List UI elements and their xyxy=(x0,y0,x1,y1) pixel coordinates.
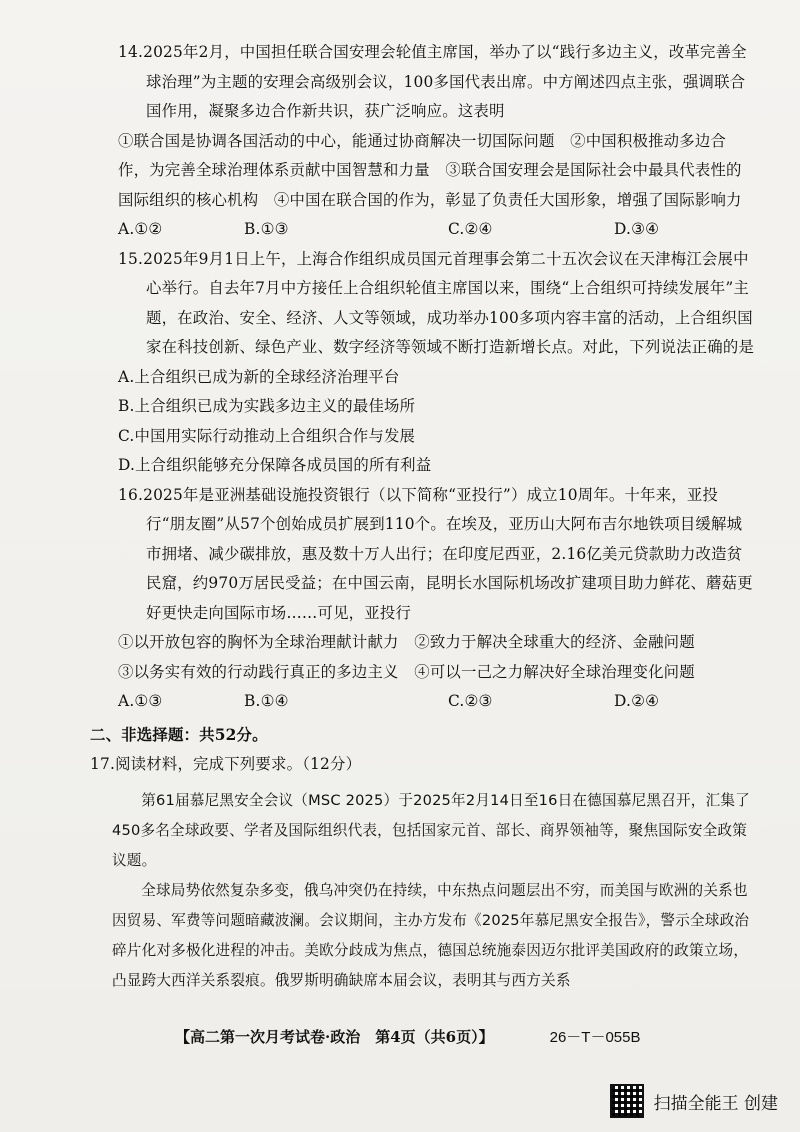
option-b: B.①④ xyxy=(244,692,289,710)
question-15-option-b: B.上合组织已成为实践多边主义的最佳场所 xyxy=(118,397,416,415)
question-14-stem: 14.2025年2月，中国担任联合国安理会轮值主席国，举办了以“践行多边主义，改革完善全球治理”为主题的安理会高级别会议，100多国代表出席。中方阐述四点主张，强调联合国作用，凝聚多边合作新共识，获广泛响应。这表明 xyxy=(118,43,747,120)
footer-title: 【高二第一次月考试卷·政治 第4页（共6页）】 xyxy=(175,1028,494,1046)
option-a: A.①③ xyxy=(118,692,163,710)
material-paragraph-1: 第61届慕尼黑安全会议（MSC 2025）于2025年2月14日至16日在德国慕尼黑召开，汇集了450多名全球政要、学者及国际组织代表，包括国家元首、部长、商界领袖等，聚焦国际安全政策议题。 xyxy=(112,791,750,869)
question-15-stem: 15.2025年9月1日上午，上海合作组织成员国元首理事会第二十五次会议在天津梅江会展中心举行。自去年7月中方接任上合组织轮值主席国以来，围绕“上合组织可持续发展年”主题，在政治、安全、经济、人文等领域，成功举办100多项内容丰富的活动，上合组织国家在科技创新、绿色产业、数字经济等领域不断打造新增长点。对此，下列说法正确的是 xyxy=(118,249,755,356)
paper-code: 26－T－055B xyxy=(549,1029,641,1046)
question-15-option-d: D.上合组织能够充分保障各成员国的所有利益 xyxy=(118,456,432,474)
question-15-option-c: C.中国用实际行动推动上合组织合作与发展 xyxy=(118,426,416,445)
watermark-text: 扫描全能王 创建 xyxy=(653,1093,778,1114)
option-b: B.①③ xyxy=(244,220,289,238)
question-16-options xyxy=(118,687,756,717)
section-2-title: 二、非选择题：共52分。 xyxy=(90,725,268,744)
question-14-statements: ①联合国是协调各国活动的中心，能通过协商解决一切国际问题 ②中国积极推动多边合作，为完善全球治理体系贡献中国智慧和力量 ③联合国安理会是国际社会中最具代表性的国际组织的核心机构 ④中国在联合国的作为，彰显了负责任大国形象，增强了国际影响力 xyxy=(118,131,742,209)
option-a: A.①② xyxy=(118,220,163,238)
question-14-options xyxy=(118,215,756,245)
question-16-statement-line-1: ①以开放包容的胸怀为全球治理献计献力 ②致力于解决全球重大的经济、金融问题 xyxy=(118,633,695,651)
option-c: C.②④ xyxy=(448,220,493,238)
question-16-stem: 16.2025年是亚洲基础设施投资银行（以下简称“亚投行”）成立10周年。十年来，亚投行“朋友圈”从57个创始成员扩展到110个。在埃及，亚历山大阿布吉尔地铁项目缓解城市拥堵、减少碳排放，惠及数十万人出行；在印度尼西亚，2.16亿美元贷款助力改造贫民窟，约970万居民受益；在中国云南，昆明长水国际机场改扩建项目助力鲜花、蘑菇更好更快走向国际市场……可见，亚投行 xyxy=(118,485,753,622)
question-15-option-a: A.上合组织已成为新的全球经济治理平台 xyxy=(118,367,400,386)
material-paragraph-2: 全球局势依然复杂多变，俄乌冲突仍在持续，中东热点问题层出不穷，而美国与欧洲的关系也因贸易、军费等问题暗藏波澜。会议期间，主办方发布《2025年慕尼黑安全报告》，警示全球政治碎片化对多极化进程的冲击。美欧分歧成为焦点，德国总统施泰因迈尔批评美国政府的政策立场，凸显跨大西洋关系裂痕。俄罗斯明确缺席本届会议，表明其与西方关系 xyxy=(112,881,750,989)
question-17-material xyxy=(112,786,756,996)
page-footer xyxy=(175,1026,795,1047)
option-c: C.②③ xyxy=(448,692,493,710)
exam-content xyxy=(90,38,756,996)
option-d: D.②④ xyxy=(614,692,660,710)
option-d: D.③④ xyxy=(614,220,660,238)
question-17-stem: 17.阅读材料，完成下列要求。（12分） xyxy=(90,755,362,773)
question-16-statement-line-2: ③以务实有效的行动践行真正的多边主义 ④可以一己之力解决好全球治理变化问题 xyxy=(118,662,695,681)
qr-code-icon xyxy=(610,1084,644,1118)
scanner-watermark xyxy=(610,1084,778,1118)
